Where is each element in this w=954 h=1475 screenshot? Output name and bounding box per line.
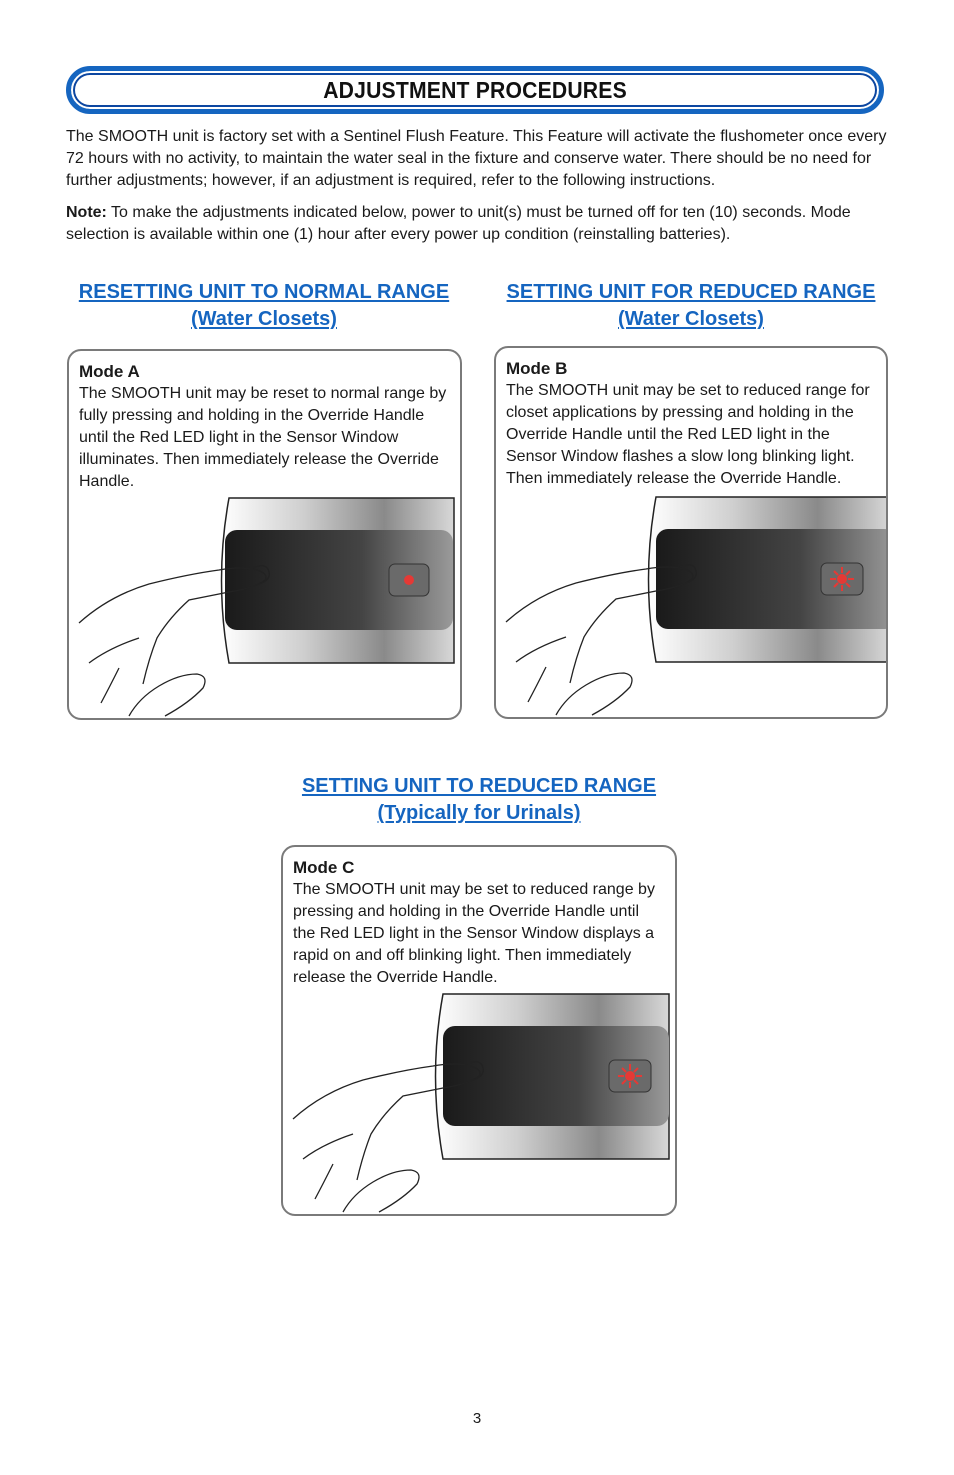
mode-label: Mode B [506,359,568,378]
section-title-reduced-range-urinals [281,773,677,827]
section-title-line1: SETTING UNIT FOR REDUCED RANGE [506,281,876,303]
mode-description: The SMOOTH unit may be reset to normal range by fully pressing and holding in the Override Handle until the Red LED light in the Sensor Window illuminates. Then immediately release the Override Handle. [79,385,447,490]
section-title-line2: (Water Closets) [618,308,764,330]
section-title-line2: (Water Closets) [191,308,337,330]
note-paragraph [66,202,890,246]
mode-description: The SMOOTH unit may be set to reduced range for closet applications by pressing and holding in the Override Handle until the Red LED light in the Sensor Window flashes a slow long blinking light. Then immediately release the Override Handle. [506,382,870,487]
note-label: Note: [66,204,107,221]
mode-b-card [494,346,888,719]
note-text: To make the adjustments indicated below, power to unit(s) must be turned off for ten (10) seconds. Mode selection is available within one (1) hour after every power up condition (reinstalling batteries). [66,204,851,243]
section-banner [66,66,884,114]
hand-pressing-sensor-illustration [496,487,888,717]
section-title-line1: RESETTING UNIT TO NORMAL RANGE [78,281,450,303]
intro-text [66,126,890,256]
mode-c-text [293,857,663,989]
section-title-reduced-range-closets [494,279,888,333]
mode-c-card [281,845,677,1216]
intro-paragraph: The SMOOTH unit is factory set with a Sentinel Flush Feature. This Feature will activate the flushometer once every 72 hours with no activity, to maintain the water seal in the fixture and conserve water. There should be no need for further adjustments; however, if an adjustment is required, refer to the following instructions. [66,128,887,189]
section-title-line1: SETTING UNIT TO REDUCED RANGE [301,775,657,797]
mode-label: Mode A [79,362,140,381]
mode-a-text [79,361,448,493]
hand-pressing-sensor-illustration [69,488,462,718]
section-title-line2: (Typically for Urinals) [377,802,581,824]
page-number: 3 [472,1410,482,1427]
section-title-normal-range [66,279,462,333]
mode-label: Mode C [293,858,355,877]
page-title: ADJUSTMENT PROCEDURES [323,76,627,103]
mode-b-text [506,358,874,490]
mode-description: The SMOOTH unit may be set to reduced range by pressing and holding in the Override Handle until the Red LED light in the Sensor Window displays a rapid on and off blinking light. Then immediately release the Override Handle. [293,881,655,986]
mode-a-card [67,349,462,720]
hand-pressing-sensor-illustration [283,984,677,1214]
led-light-icon [404,575,414,585]
